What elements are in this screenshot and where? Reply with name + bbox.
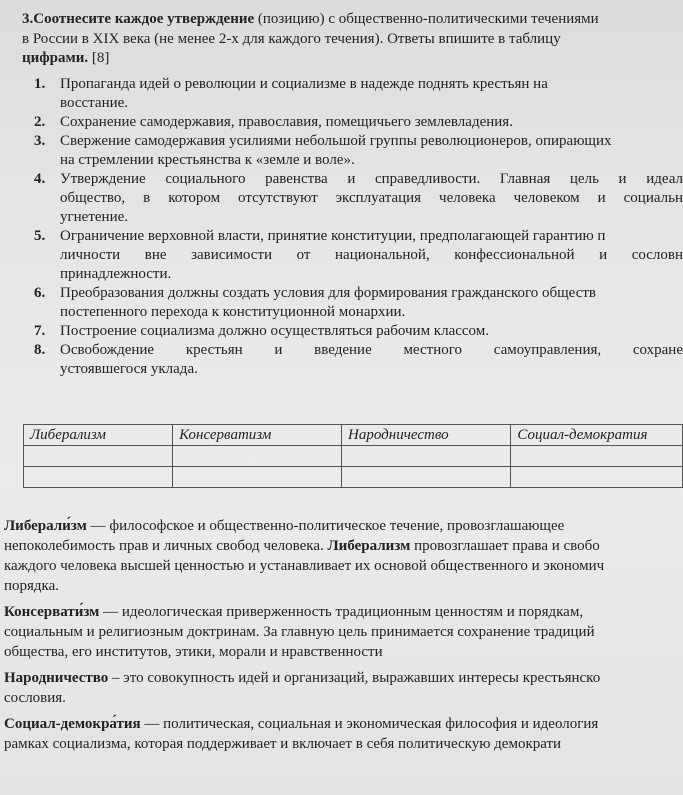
answer-cell-liberalism[interactable] bbox=[24, 446, 173, 467]
header-conservatism: Консерватизм bbox=[173, 425, 342, 446]
statement-item bbox=[34, 322, 683, 341]
definition-conservatism bbox=[4, 602, 683, 662]
definition-term: Социал-демокра́тия bbox=[4, 716, 141, 732]
statement-number: 8. bbox=[34, 342, 46, 358]
definition-narodnichestvo bbox=[4, 668, 683, 708]
statement-item bbox=[34, 341, 683, 379]
header-social-democracy: Социал-демократия bbox=[511, 425, 683, 446]
header-liberalism: Либерализм bbox=[24, 425, 173, 446]
statement-text: Преобразования должны создать условия для формирования гражданского обществ bbox=[60, 285, 597, 301]
statement-number: 7. bbox=[34, 323, 46, 339]
statement-number: 3. bbox=[34, 133, 46, 149]
statement-text: Освобождение крестьян и введение местного самоуправления, сохране bbox=[60, 342, 683, 358]
task-instruction-line-2: в России в XIX века (не менее 2-х для каждого течения). Ответы впишите в таблицу bbox=[22, 30, 561, 47]
answer-cell-liberalism[interactable] bbox=[24, 467, 173, 488]
definition-text: рамках социализма, которая поддерживает и включает в себя политическую демократи bbox=[4, 736, 562, 752]
statement-item bbox=[34, 170, 683, 227]
task-instruction-bold: цифрами. bbox=[22, 50, 89, 66]
statement-text: Ограничение верховной власти, принятие конституции, предполагающей гарантию п bbox=[60, 228, 606, 244]
statement-text: угнетение. bbox=[60, 209, 129, 225]
task-instruction: (позицию) с общественно-политическими течениями bbox=[254, 11, 599, 27]
task-points: [8] bbox=[88, 50, 110, 66]
definition-text: — политическая, социальная и экономическая философия и идеология bbox=[140, 716, 599, 732]
statement-number: 2. bbox=[34, 114, 46, 130]
statement-text: Сохранение самодержавия, православия, помещичьего землевладения. bbox=[60, 114, 513, 130]
statement-text: восстание. bbox=[60, 95, 129, 111]
statement-item bbox=[34, 75, 683, 113]
definition-text: порядка. bbox=[4, 578, 60, 594]
answer-table-row bbox=[24, 467, 683, 488]
statement-text: постепенного перехода к конституционной монархии. bbox=[60, 304, 406, 320]
answer-table-header-row bbox=[24, 425, 683, 446]
definition-text: социальным и религиозным доктринам. За главную цель принимается сохранение традиций bbox=[4, 624, 595, 640]
statement-text: Свержение самодержавия усилиями небольшой группы революционеров, опирающих bbox=[60, 133, 612, 149]
statement-item bbox=[34, 113, 683, 132]
task-title: 3.Соотнесите каждое утверждение bbox=[22, 11, 255, 27]
definition-text: – это совокупность идей и организаций, выражавших интересы крестьянско bbox=[108, 670, 601, 686]
definition-term: Либерализм bbox=[327, 538, 411, 554]
statement-number: 4. bbox=[34, 171, 46, 187]
definition-text: общества, его институтов, этики, морали и нравственности bbox=[4, 644, 383, 660]
statement-text: Утверждение социального равенства и справедливости. Главная цель и идеал bbox=[60, 171, 683, 187]
definition-text: сословия. bbox=[4, 690, 66, 706]
answer-cell-conservatism[interactable] bbox=[173, 446, 342, 467]
definition-text: каждого человека высшей ценностью и устанавливает их основой общественного и экономич bbox=[4, 558, 605, 574]
statement-list bbox=[34, 75, 683, 379]
answer-cell-social-democracy[interactable] bbox=[511, 446, 683, 467]
answer-cell-conservatism[interactable] bbox=[173, 467, 342, 488]
definition-text: непоколебимость прав и личных свобод человека. bbox=[4, 538, 328, 554]
header-narodnichestvo: Народничество bbox=[342, 425, 511, 446]
statement-text: Пропаганда идей о революции и социализме в надежде поднять крестьян на bbox=[60, 76, 548, 92]
answer-cell-social-democracy[interactable] bbox=[511, 467, 683, 488]
statement-item bbox=[34, 132, 683, 170]
statement-text: принадлежности. bbox=[60, 266, 172, 282]
statement-text: личности вне зависимости от национальной, конфессиональной и сословн bbox=[60, 247, 683, 263]
task-heading bbox=[22, 10, 682, 69]
definition-text: — философское и общественно-политическое течение, провозглашающее bbox=[86, 518, 565, 534]
statement-text: общество, в котором отсутствуют эксплуатация человека человеком и социальн bbox=[60, 190, 683, 206]
answer-table bbox=[23, 424, 683, 488]
answer-cell-narodnichestvo[interactable] bbox=[342, 467, 511, 488]
statement-text: на стремлении крестьянства к «земле и воле». bbox=[60, 152, 355, 168]
answer-cell-narodnichestvo[interactable] bbox=[342, 446, 511, 467]
statement-item bbox=[34, 284, 683, 322]
definition-term: Народничество bbox=[4, 670, 109, 686]
definition-text: — идеологическая приверженность традиционным ценностям и порядкам, bbox=[99, 604, 584, 620]
definition-term: Консервати́зм bbox=[4, 604, 100, 620]
statement-text: Построение социализма должно осуществляться рабочим классом. bbox=[60, 323, 490, 339]
definition-social-democracy bbox=[4, 714, 683, 754]
statement-number: 5. bbox=[34, 228, 46, 244]
definition-text: провозглашает права и свобо bbox=[410, 538, 600, 554]
statement-number: 6. bbox=[34, 285, 46, 301]
answer-table-row bbox=[24, 446, 683, 467]
statement-number: 1. bbox=[34, 76, 46, 92]
definition-liberalism bbox=[4, 516, 683, 596]
definition-term: Либерали́зм bbox=[4, 518, 87, 534]
statement-text: устоявшегося уклада. bbox=[60, 361, 198, 377]
definitions bbox=[4, 516, 683, 760]
statement-item bbox=[34, 227, 683, 284]
